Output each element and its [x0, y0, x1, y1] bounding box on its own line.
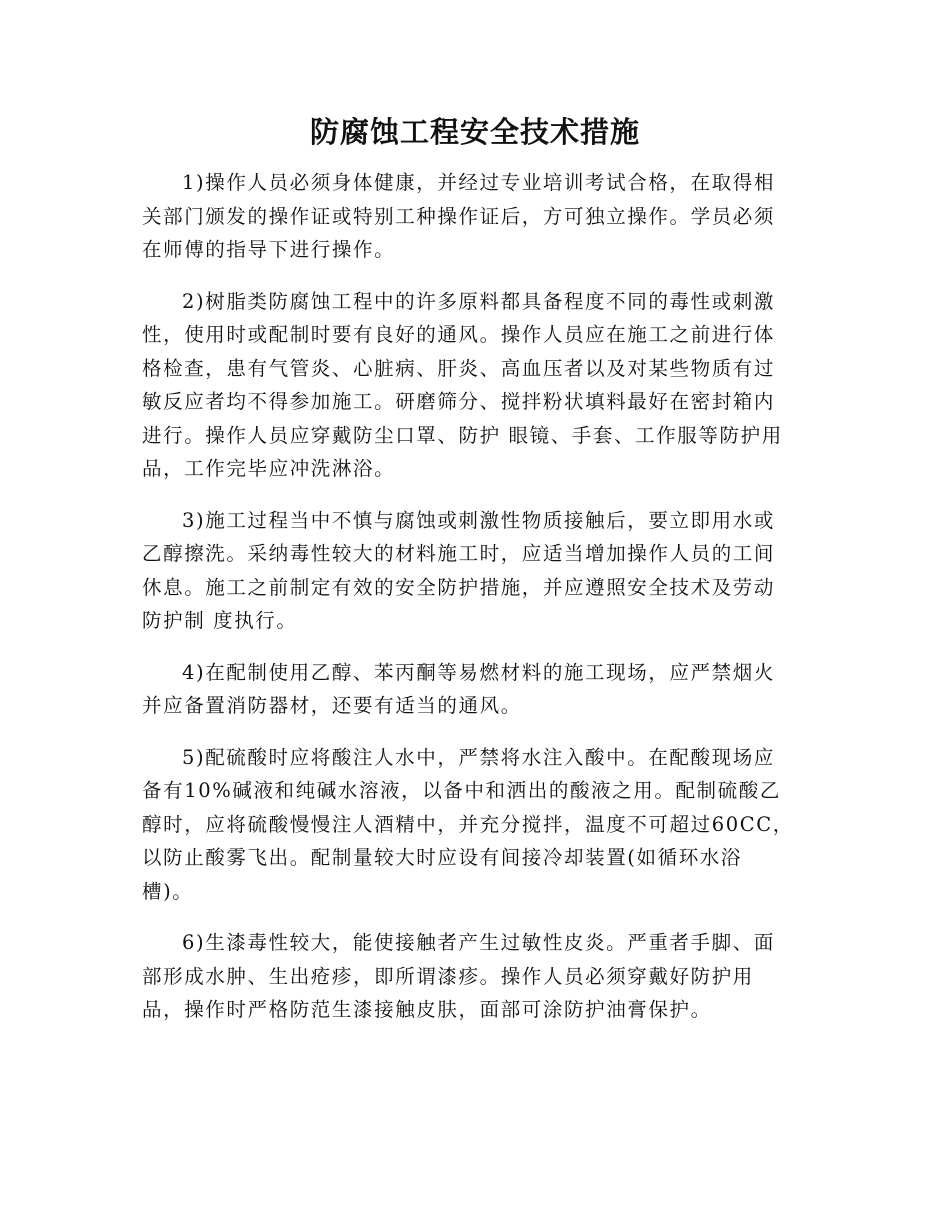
paragraph-line: 以防止酸雾飞出。配制量较大时应设有间接冷却装置(如循环水浴 — [142, 846, 743, 869]
paragraph-line: 2)树脂类防腐蚀工程中的许多原料都具备程度不同的毒性或刺激 — [182, 289, 775, 313]
paragraph-line: 品，工作完毕应冲洗淋浴。 — [142, 457, 396, 480]
paragraph-line: 格检查，患有气管炎、心脏病、肝炎、高血压者以及对某些物质有过 — [142, 356, 776, 380]
paragraph-6 — [142, 926, 810, 1027]
paragraph-line: 敏反应者均不得参加施工。研磨筛分、搅拌粉状填料最好在密封箱内 — [142, 390, 776, 413]
paragraph-5 — [142, 741, 810, 909]
paragraph-line: 乙醇擦洗。采纳毒性较大的材料施工时，应适当增加操作人员的工间 — [142, 542, 776, 565]
paragraph-line: 4)在配制使用乙醇、苯丙酮等易燃材料的施工现场，应严禁烟火 — [182, 660, 775, 684]
paragraph-4 — [142, 656, 810, 723]
paragraph-3 — [142, 504, 810, 638]
paragraph-line: 品，操作时严格防范生漆接触皮肤，面部可涂防护油膏保护。 — [142, 998, 712, 1021]
paragraph-line: 部形成水肿、生出疮疹，即所谓漆疹。操作人员必须穿戴好防护用 — [142, 964, 754, 988]
paragraph-line: 并应备置消防器材，还要有适当的通风。 — [142, 694, 522, 717]
paragraph-line: 槽)。 — [142, 879, 194, 903]
document-title: 防腐蚀工程安全技术措施 — [309, 115, 640, 149]
paragraph-line: 在师傅的指导下进行操作。 — [142, 238, 396, 261]
paragraph-line: 防护制 度执行。 — [142, 609, 298, 632]
paragraph-line: 5)配硫酸时应将酸注人水中，严禁将水注入酸中。在配酸现场应 — [182, 745, 775, 769]
paragraph-1 — [142, 166, 810, 267]
paragraph-line: 1)操作人员必须身体健康，并经过专业培训考试合格，在取得相 — [182, 171, 775, 194]
paragraph-line: 6)生漆毒性较大，能使接触者产生过敏性皮炎。严重者手脚、面 — [182, 931, 775, 954]
paragraph-line: 休息。施工之前制定有效的安全防护措施，并应遵照安全技术及劳动 — [142, 575, 776, 599]
paragraph-line: 醇时，应将硫酸慢慢注人酒精中，并充分搅拌，温度不可超过60CC， — [142, 812, 794, 836]
paragraph-line: 3)施工过程当中不慎与腐蚀或刺激性物质接触后，要立即用水或 — [182, 508, 775, 532]
paragraph-2 — [142, 285, 810, 486]
paragraph-line: 进行。操作人员应穿戴防尘口罩、防护 眼镜、手套、工作服等防护用 — [142, 423, 783, 447]
paragraph-line: 备有10%碱液和纯碱水溶液，以备中和洒出的酸液之用。配制硫酸乙 — [142, 779, 781, 802]
document-body — [142, 166, 810, 1045]
paragraph-line: 关部门颁发的操作证或特别工种操作证后，方可独立操作。学员必须 — [142, 204, 776, 228]
paragraph-line: 性，使用时或配制时要有良好的通风。操作人员应在施工之前进行体 — [142, 323, 776, 346]
